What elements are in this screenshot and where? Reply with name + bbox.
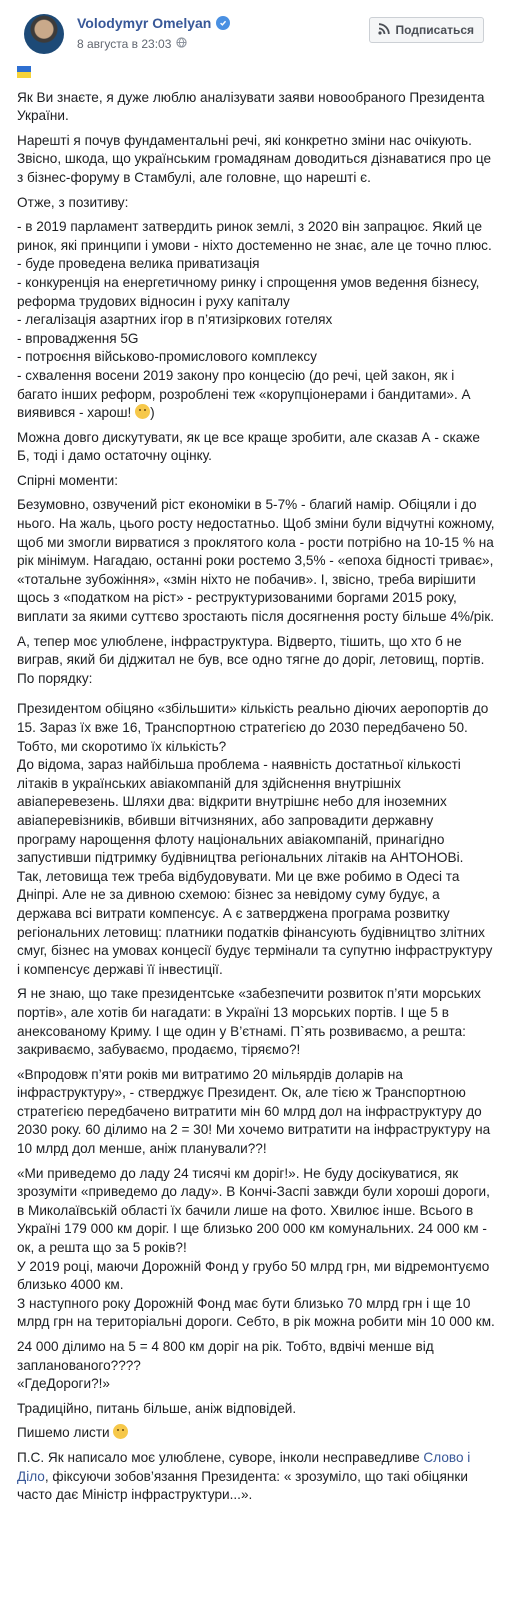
paragraph-text: П.С. Як написало моє улюблене, суворе, інколи несправедливе [17, 1449, 424, 1465]
paragraph-line: Так, летовища теж треба відбудовувати. Ми це вже робимо в Одесі та Дніпрі. Але не за дивною схемою: бізнес за невідому суму будує, а держава всі витрати компенсує. А є затверджена програма розвитку регіональних летовищ: платники податків фінансують будівництво злітних смуг, бізнес на умовах концесії будує термінали та супутню інфраструктуру і компенсує державі її інвестиції. [17, 868, 493, 977]
paragraph-text: , фіксуючи зобов’язання Президента: « зрозуміло, що такі обіцянки часто дає Міністр інфраструктури...». [17, 1468, 468, 1503]
paragraph-line: 24 000 ділимо на 5 = 4 800 км доріг на рік. Тобто, вдвічі менше від запланованого???? [17, 1339, 434, 1373]
post-paragraph: «Впродовж п’яти років ми витратимо 20 мільярдів доларів на інфраструктуру», - стверджує Президент. Ок, але тією ж Транспортною стратегією передбачено витратити мін 60 млрд дол на інфраструктуру до 2030 року. 60 ділимо на 2 = 30! Ми хочемо витратити на інфраструктуру на 10 млрд дол менше, аніж планували??! [17, 1066, 491, 1157]
list-item-text: - схвалення восени 2019 закону про концесію (до речі, цей закон, як і багато інших реформ, розроблені теж «корупціонерами і бандитами». А виявився - харош! [17, 367, 471, 421]
author-name[interactable]: Volodymyr Omelyan [77, 15, 212, 31]
post-paragraph: Можна довго дискутувати, як це все краще зробити, але сказав А - скаже Б, тоді і дамо остаточну оцінку. [17, 429, 480, 464]
post-paragraph: Безумовно, озвучений ріст економіки в 5-7% - благий намір. Обіцяли і до нього. На жаль, цього росту недостатньо. Щоб зміни були відчутні кожному, щоб ми змогли вирватися з проклятого кола - рости потрібно на 10-15 % на рік мінімум. Нагадаю, останні роки ростемо 3,5% - «епоха бідності триває», «тотальне зубожіння», «змін ніхто не побачив». І, звісно, треба вирішити щось з «податком на ріст» - реструктуризованими боргами 2015 року, виплати за якими суттєво зростають після досягнення росту більше 4%/рік. [17, 497, 495, 625]
paragraph-line: У 2019 році, маючи Дорожній Фонд у грубо 50 млрд грн, ми відремонтуємо близько 4000 км. [17, 1258, 490, 1293]
post-paragraph: Я не знаю, що таке президентське «забезпечити розвиток п’яти морських портів», але хотів би нагадати: в Україні 13 морських портів. І ще 5 в анексованому Криму. І ще один у В’єтнамі. П`ять розвиваємо, а решта: закриваємо, забуваємо, продаємо, тіряємо?! [17, 986, 481, 1058]
list-item: - схвалення восени 2019 закону про концесію (до речі, цей закон, як і багато інших реформ, розроблені теж «корупціонерами і бандитами». А виявився - харош! ) [17, 367, 471, 421]
smile-emoji [113, 1424, 128, 1439]
post-paragraph [17, 1449, 495, 1505]
list-item: - конкуренція на енергетичному ринку і спрощення умов ведення бізнесу, реформа трудових відносин і руху капіталу [17, 274, 480, 309]
list-item: - впровадження 5G [17, 330, 139, 346]
smile-emoji [135, 404, 150, 419]
post-paragraph [17, 1165, 495, 1332]
post-paragraph-list [17, 218, 495, 423]
post-paragraph: Нарешті я почув фундаментальні речі, які конкретно зміни нас очікують. Звісно, шкода, що українським громадянам доводиться дізнаватися про це з бізнес-форуму в Стамбулі, але головне, що нарешті є. [17, 132, 492, 185]
flag-line [17, 64, 495, 83]
post-paragraph: Спірні моменти: [17, 472, 118, 488]
verified-badge-icon [216, 16, 230, 30]
paragraph-line: А, тепер моє улюблене, інфраструктура. Відверто, тішить, що хто б не виграв, який би діджитал не був, все одно тягне до доріг, летовищ, портів. [17, 633, 485, 668]
list-item: - легалізація азартних ігор в п’ятизіркових готелях [17, 312, 333, 328]
post-paragraph [17, 633, 495, 689]
paragraph-line: Президентом обіцяно «збільшити» кількість реально діючих аеропортів до 15. Зараз їх вже 16, Транспортною стратегією до 2030 передбачено 50. Тобто, ми скоротимо їх кількість? [17, 701, 489, 754]
timestamp-text[interactable]: 8 августа в 23:03 [77, 37, 172, 51]
author-line [77, 15, 230, 31]
paragraph-line: По порядку: [17, 670, 93, 686]
post-timestamp [77, 37, 187, 51]
post-paragraph: Отже, з позитиву: [17, 194, 129, 210]
paragraph-line: «ГдеДороги?!» [17, 1376, 110, 1392]
paragraph-text: Пишемо листи [17, 1425, 110, 1441]
avatar[interactable] [24, 14, 64, 54]
post-text [17, 64, 495, 1511]
ukraine-flag-emoji [17, 66, 31, 78]
paragraph-line: «Ми приведемо до ладу 24 тисячі км доріг!». Не буду досікуватися, як зрозуміти «приведемо до ладу». В Кончі-Заспі завжди були хороші дороги, в Миколаївській області їх бачили лише на фото. Хвилює інше. Всього в Україні 179 000 км доріг. І ще близько 200 000 км комунальних. 24 000 км - ок, а решта що за 5 років?! [17, 1165, 490, 1256]
list-item: - в 2019 парламент затвердить ринок землі, з 2020 він запрацює. Який це ринок, які принципи і умови - ніхто достеменно не знає, але це точно плюс. [17, 219, 492, 253]
slovo-i-dilo-link[interactable]: Слово і Діло [17, 1449, 471, 1484]
post-header [12, 0, 509, 62]
list-item: - потроєння військово-промислового комплексу [17, 349, 317, 365]
post-paragraph: Традиційно, питань більше, аніж відповідей. [17, 1400, 297, 1416]
post-paragraph [17, 700, 495, 979]
rss-icon [378, 23, 390, 38]
post-paragraph: Як Ви знаєте, я дуже люблю аналізувати заяви новообраного Президента України. [17, 89, 485, 124]
subscribe-label: Подписаться [395, 23, 474, 37]
subscribe-button[interactable] [369, 17, 484, 43]
paragraph-line: З наступного року Дорожній Фонд має бути близько 70 млрд грн і ще 10 млрд грн на територіальні дороги. Себто, в рік можна робити мін 10 000 км. [17, 1295, 495, 1330]
paragraph-line: До відома, зараз найбільша проблема - наявність достатньої кількості літаків в українських авіакомпаній для здійснення внутрішніх авіаперевезень. Шляхи два: відкрити внутрішнє небо для іноземних авіаперевізників, вбивши вітчизняних, або запровадити державну програму нарощення флоту національних авіакомпаній, принагідно запустивши підтримку будівництва регіональних літаків на АНТОНОВі. [17, 757, 464, 866]
post-paragraph [17, 1338, 495, 1394]
globe-icon [176, 37, 187, 51]
post-paragraph [17, 1424, 495, 1443]
list-item: - буде проведена велика приватизація [17, 256, 260, 272]
